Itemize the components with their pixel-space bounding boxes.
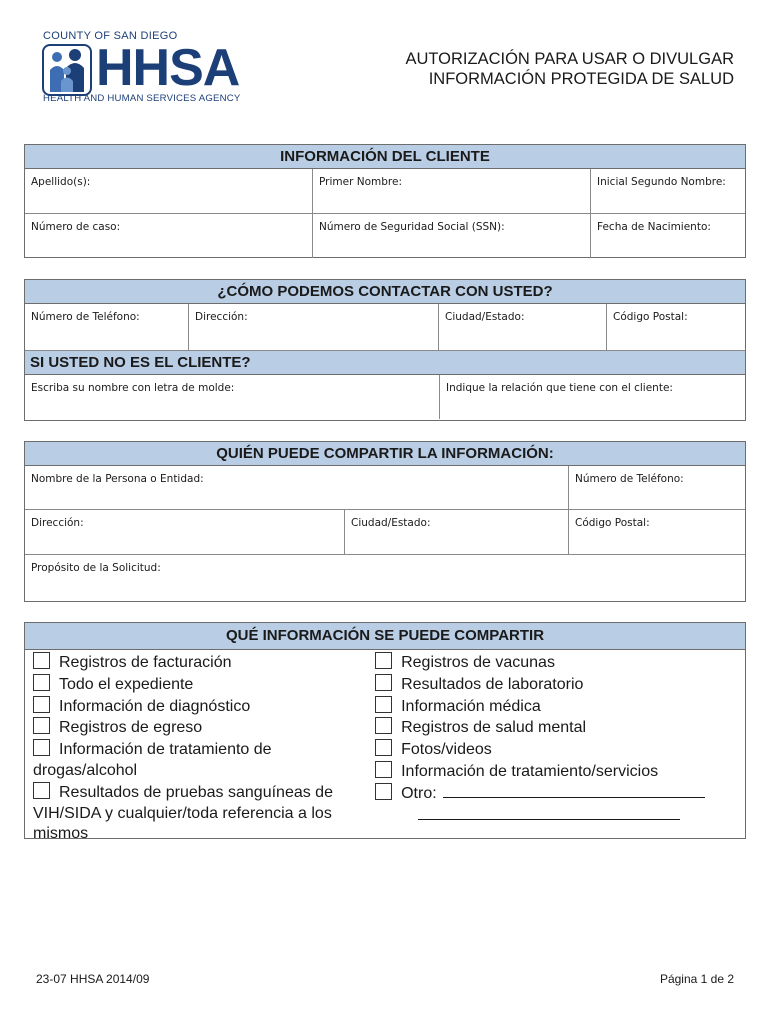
other-input-line-1[interactable] [443,783,705,798]
what-info-right-column [371,652,745,845]
checkbox[interactable] [375,739,392,756]
contact-city-state-field[interactable]: Ciudad/Estado: [439,304,607,350]
who-shares-heading: QUIÉN PUEDE COMPARTIR LA INFORMACIÓN: [25,442,745,466]
what-info-left-column [25,652,371,845]
birth-date-field[interactable]: Fecha de Nacimiento: [597,221,711,233]
contact-row [25,304,745,351]
not-client-row [25,375,745,419]
entity-name-field[interactable]: Nombre de la Persona o Entidad: [25,466,569,509]
what-info-checklist [25,650,745,849]
who-shares-row-3 [25,555,745,602]
checkbox-item[interactable]: Información de diagnóstico [33,696,371,718]
not-client-heading: SI USTED NO ES EL CLIENTE? [25,351,745,375]
document-title [405,49,734,89]
checkbox[interactable] [375,783,392,800]
client-info-heading: INFORMACIÓN DEL CLIENTE [25,145,745,169]
contact-heading: ¿CÓMO PODEMOS CONTACTAR CON USTED? [25,280,745,304]
checkbox[interactable] [33,739,50,756]
checkbox[interactable] [375,717,392,734]
hhsa-logo [40,30,272,106]
checkbox[interactable] [375,761,392,778]
who-shares-city-state-field[interactable]: Ciudad/Estado: [345,510,569,554]
contact-phone-field[interactable]: Número de Teléfono: [25,304,189,350]
case-number-field[interactable]: Número de caso: [25,214,313,258]
checkbox[interactable] [33,652,50,669]
logo-agency-text: HEALTH AND HUMAN SERVICES AGENCY [43,93,241,104]
who-shares-zip-field[interactable]: Código Postal: [575,517,650,529]
document-title-line1: AUTORIZACIÓN PARA USAR O DIVULGAR [405,50,734,68]
checkbox-item[interactable]: Registros de salud mental [375,717,745,739]
first-name-field[interactable]: Primer Nombre: [313,169,591,213]
page-number: Página 1 de 2 [659,972,734,986]
contact-section [24,279,746,421]
purpose-field[interactable]: Propósito de la Solicitud: [31,562,161,574]
checkbox[interactable] [33,782,50,799]
checkbox-item[interactable]: Registros de facturación [33,652,371,674]
checkbox[interactable] [33,696,50,713]
logo-hhsa-text: HHSA [96,39,240,97]
checkbox[interactable] [375,652,392,669]
checkbox-item[interactable]: Resultados de pruebas sanguíneas de VIH/SIDA y cualquier/toda referencia a los mismos [33,783,333,843]
checkbox-item[interactable]: Registros de egreso [33,717,371,739]
checkbox-item[interactable]: Información de tratamiento/servicios [375,761,745,783]
relationship-field[interactable]: Indique la relación que tiene con el cliente: [446,382,673,394]
document-title-line2: INFORMACIÓN PROTEGIDA DE SALUD [428,70,734,88]
who-shares-section [24,441,746,602]
who-shares-row-1 [25,466,745,510]
checkbox-item[interactable]: Resultados de laboratorio [375,674,745,696]
client-info-row-2 [25,214,745,258]
print-name-field[interactable]: Escriba su nombre con letra de molde: [25,375,440,419]
logo-county-text: COUNTY OF SAN DIEGO [43,30,178,42]
other-input-line-2[interactable] [418,805,680,820]
who-shares-row-2 [25,510,745,555]
last-name-field[interactable]: Apellido(s): [25,169,313,213]
family-emblem-icon [42,44,92,96]
checkbox-item[interactable]: Fotos/videos [375,739,745,761]
who-shares-phone-field[interactable]: Número de Teléfono: [575,473,684,485]
contact-address-field[interactable]: Dirección: [189,304,439,350]
who-shares-address-field[interactable]: Dirección: [25,510,345,554]
checkbox-item[interactable]: Registros de vacunas [375,652,745,674]
checkbox[interactable] [33,717,50,734]
checkbox-item[interactable]: Información médica [375,696,745,718]
client-info-section [24,144,746,258]
checkbox[interactable] [375,674,392,691]
middle-initial-field[interactable]: Inicial Segundo Nombre: [597,176,726,188]
what-info-heading: QUÉ INFORMACIÓN SE PUEDE COMPARTIR [25,623,745,650]
checkbox-item[interactable]: Información de tratamiento de drogas/alcohol [33,741,272,779]
what-info-section [24,622,746,843]
contact-zip-field[interactable]: Código Postal: [613,311,688,323]
checkbox-item-other[interactable]: Otro: [375,783,745,805]
form-code: 23-07 HHSA 2014/09 [36,972,150,986]
client-info-row-1 [25,169,745,214]
checkbox-item[interactable]: Todo el expediente [33,674,371,696]
checkbox[interactable] [375,696,392,713]
ssn-field[interactable]: Número de Seguridad Social (SSN): [313,214,591,258]
checkbox[interactable] [33,674,50,691]
